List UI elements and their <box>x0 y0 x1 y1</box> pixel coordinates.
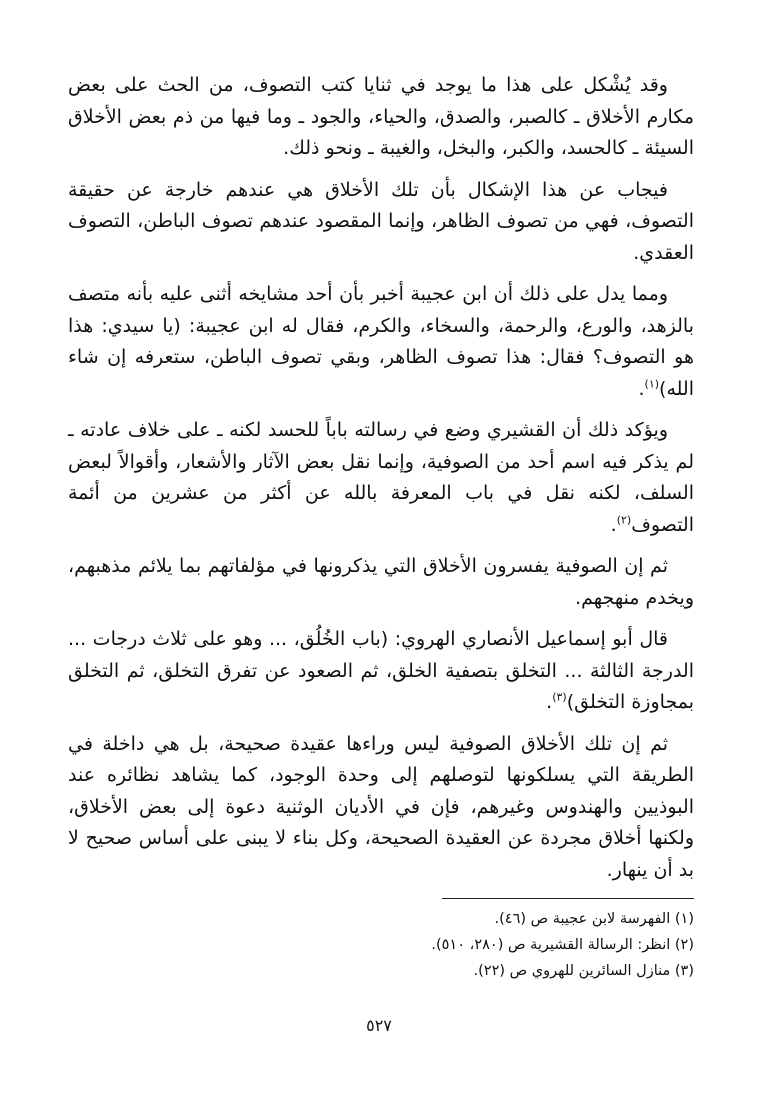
paragraph-4-text: ويؤكد ذلك أن القشيري وضع في رسالته باباً للحسد لكنه ـ على خلاف عادته ـ لم يذكر فيه اسم أحد من الصوفية، وإنما نقل بعض الآثار والأشعار، وأقوالاً لبعض السلف، لكنه نقل في باب المعرفة بالله عن أكثر من عشرين من أئمة التصوف <box>68 419 694 536</box>
paragraph-1-text: وقد يُشْكل على هذا ما يوجد في ثنايا كتب التصوف، من الحث على بعض مكارم الأخلاق ـ كالصبر، والصدق، والحياء، والجود ـ وما فيها من ذم بعض الأخلاق السيئة ـ كالحسد، والكبر، والبخل، والغيبة ـ ونحو ذلك. <box>68 74 694 159</box>
footnote-ref-1: (١) <box>644 377 660 391</box>
paragraph-3 <box>68 279 694 405</box>
paragraph-6 <box>68 624 694 719</box>
footnote-2: (٢) انظر: الرسالة القشيرية ص (٢٨٠، ٥١٠). <box>431 937 694 953</box>
paragraph-3-end: . <box>638 377 645 400</box>
paragraph-4-end: . <box>610 513 617 536</box>
footnote-ref-2: (٢) <box>616 513 632 527</box>
page-number: ٥٢٧ <box>366 1016 392 1035</box>
footnote-1: (١) الفهرسة لابن عجيبة ص (٤٦). <box>494 911 694 927</box>
paragraph-1 <box>68 70 694 165</box>
paragraph-3-text: ومما يدل على ذلك أن ابن عجيبة أخبر بأن أحد مشايخه أثنى عليه بأنه متصف بالزهد، والورع، والرحمة، والسخاء، والكرم، فقال له ابن عجيبة: (يا سيدي: هذا هو التصوف؟ فقال: هذا تصوف الظاهر، وبقي تصوف الباطن، ستعرفه إن شاء الله) <box>68 283 694 400</box>
footnote-divider <box>442 898 694 899</box>
paragraph-4 <box>68 415 694 541</box>
page-body <box>68 70 694 896</box>
footnote-ref-3: (٣) <box>552 690 567 704</box>
paragraph-5-text: ثم إن الصوفية يفسرون الأخلاق التي يذكرونها في مؤلفاتهم بما يلائم مذهبهم، ويخدم منهجهم. <box>68 555 694 609</box>
footnotes <box>294 906 694 984</box>
paragraph-7-text: ثم إن تلك الأخلاق الصوفية ليس وراءها عقيدة صحيحة، بل هي داخلة في الطريقة التي يسلكونها لتوصلهم إلى وحدة الوجود، كما يشاهد نظائره عند البوذيين والهندوس وغيرهم، فإن في الأديان الوثنية دعوة إلى بعض الأخلاق، ولكنها أخلاق مجردة عن العقيدة الصحيحة، وكل بناء لا يبنى على أساس صحيح لا بد أن ينهار. <box>68 732 694 881</box>
paragraph-2 <box>68 175 694 270</box>
paragraph-6-end: . <box>546 691 553 713</box>
paragraph-2-text: فيجاب عن هذا الإشكال بأن تلك الأخلاق هي عندهم خارجة عن حقيقة التصوف، فهي من تصوف الظاهر، وإنما المقصود عندهم تصوف الباطن، التصوف العقدي. <box>68 178 694 264</box>
footnote-3: (٣) منازل السائرين للهروي ص (٢٢). <box>473 963 694 979</box>
paragraph-6-text: قال أبو إسماعيل الأنصاري الهروي: (باب الخُلُق، ... وهو على ثلاث درجات ... الدرجة الثالثة ... التخلق بتصفية الخلق، ثم الصعود عن تفرق التخلق، ثم التخلق بمجاوزة التخلق) <box>68 628 694 713</box>
paragraph-7 <box>68 729 694 887</box>
paragraph-5 <box>68 551 694 614</box>
